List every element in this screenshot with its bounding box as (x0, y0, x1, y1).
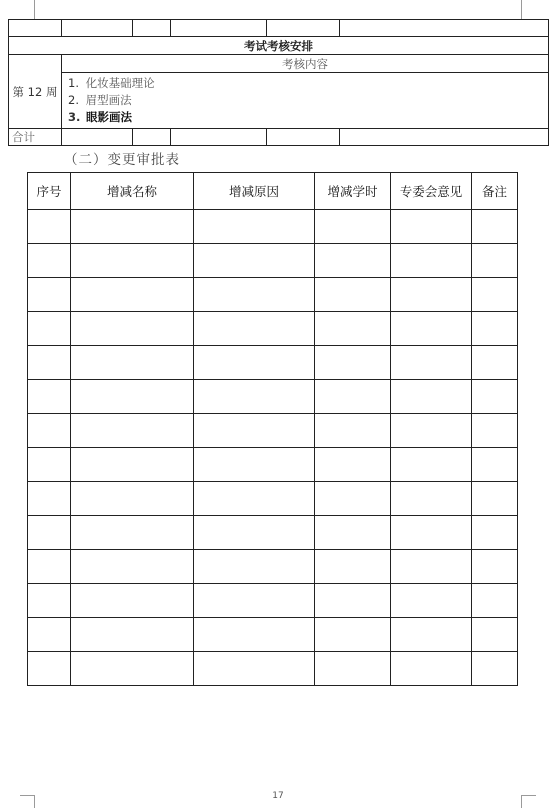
item-text: 眼影画法 (86, 110, 133, 124)
exam-heading: 考试考核安排 (9, 37, 549, 55)
table-cell (28, 516, 71, 550)
table-cell (472, 414, 518, 448)
table-cell (28, 414, 71, 448)
table-cell (194, 618, 315, 652)
table-row (28, 584, 518, 618)
table-cell (9, 20, 62, 37)
table-header-row (28, 173, 518, 210)
table-cell (315, 380, 391, 414)
column-header-committee-opinion: 专委会意见 (391, 173, 472, 210)
table-cell (71, 448, 194, 482)
table-cell (315, 414, 391, 448)
item-number: 2. (68, 93, 79, 107)
table-row (9, 73, 549, 129)
crop-mark-top-right (521, 0, 536, 20)
table-cell (62, 20, 133, 37)
table-cell (194, 312, 315, 346)
table-cell (194, 482, 315, 516)
table-cell (391, 448, 472, 482)
item-text: 化妆基础理论 (85, 76, 155, 90)
table-cell (315, 652, 391, 686)
table-cell (472, 448, 518, 482)
table-cell (71, 312, 194, 346)
table-row (28, 516, 518, 550)
table-row (28, 380, 518, 414)
table-cell (472, 346, 518, 380)
table-cell (28, 618, 71, 652)
table-cell (71, 414, 194, 448)
table-cell (391, 414, 472, 448)
table-cell (71, 210, 194, 244)
table-cell (391, 652, 472, 686)
column-header-reason: 增减原因 (194, 173, 315, 210)
table-cell (472, 618, 518, 652)
table-cell (171, 20, 267, 37)
column-header-remarks: 备注 (472, 173, 518, 210)
exam-schedule-table (8, 19, 549, 146)
table-cell (391, 244, 472, 278)
table-cell (472, 584, 518, 618)
table-cell (315, 244, 391, 278)
table-cell (71, 550, 194, 584)
table-row (9, 129, 549, 146)
table-cell (194, 584, 315, 618)
table-row (28, 652, 518, 686)
table-cell (315, 550, 391, 584)
table-cell (472, 482, 518, 516)
table-row (28, 448, 518, 482)
table-cell (472, 516, 518, 550)
table-cell (194, 414, 315, 448)
table-cell (472, 550, 518, 584)
table-cell (315, 278, 391, 312)
table-row (28, 346, 518, 380)
table-cell (391, 482, 472, 516)
table-cell (315, 516, 391, 550)
table-cell (472, 652, 518, 686)
item-number: 1. (68, 76, 79, 90)
table-cell (391, 210, 472, 244)
table-cell (28, 278, 71, 312)
table-cell (315, 618, 391, 652)
table-cell (315, 448, 391, 482)
table-cell (391, 312, 472, 346)
change-table-body (28, 210, 518, 686)
table-cell (71, 380, 194, 414)
table-row (28, 278, 518, 312)
table-row (28, 550, 518, 584)
table-cell (62, 129, 133, 146)
column-header-hours: 增减学时 (315, 173, 391, 210)
table-cell (391, 278, 472, 312)
table-cell (133, 129, 171, 146)
table-cell (194, 380, 315, 414)
total-label: 合计 (9, 129, 62, 146)
table-cell (340, 20, 549, 37)
table-cell (391, 618, 472, 652)
table-cell (28, 550, 71, 584)
table-cell (71, 652, 194, 686)
table-cell (315, 584, 391, 618)
content-header: 考核内容 (62, 55, 549, 73)
crop-mark-top-left (20, 0, 35, 20)
table-cell (315, 210, 391, 244)
table-cell (28, 482, 71, 516)
table-cell (28, 346, 71, 380)
table-cell (340, 129, 549, 146)
table-row (9, 55, 549, 73)
table-cell (71, 618, 194, 652)
table-cell (315, 482, 391, 516)
table-cell (28, 652, 71, 686)
change-approval-table (27, 172, 518, 686)
list-item (68, 92, 542, 109)
table-cell (194, 346, 315, 380)
table-cell (28, 244, 71, 278)
table-row (9, 20, 549, 37)
table-cell (71, 584, 194, 618)
table-cell (391, 380, 472, 414)
table-row (28, 618, 518, 652)
table-cell (391, 584, 472, 618)
table-row (9, 37, 549, 55)
column-header-name: 增减名称 (71, 173, 194, 210)
section-title: （二）变更审批表 (64, 152, 180, 168)
table-cell (71, 244, 194, 278)
table-cell (472, 278, 518, 312)
table-cell (28, 380, 71, 414)
table-row (28, 414, 518, 448)
table-cell (28, 448, 71, 482)
table-cell (194, 210, 315, 244)
table-cell (194, 244, 315, 278)
table-cell (194, 448, 315, 482)
table-row (28, 482, 518, 516)
table-cell (391, 346, 472, 380)
table-cell (472, 210, 518, 244)
table-cell (171, 129, 267, 146)
table-cell (472, 312, 518, 346)
table-cell (472, 244, 518, 278)
table-cell (71, 482, 194, 516)
table-cell (71, 278, 194, 312)
table-cell (315, 312, 391, 346)
item-text: 眉型画法 (85, 93, 132, 107)
table-cell (194, 652, 315, 686)
table-row (28, 244, 518, 278)
list-item (68, 75, 542, 92)
item-number: 3. (68, 110, 81, 124)
table-cell (28, 312, 71, 346)
table-cell (472, 380, 518, 414)
week-label: 第 12 周 (9, 55, 62, 129)
table-cell (194, 550, 315, 584)
table-cell (71, 516, 194, 550)
column-header-index: 序号 (28, 173, 71, 210)
table-cell (194, 278, 315, 312)
table-cell (391, 516, 472, 550)
table-row (28, 210, 518, 244)
page-number: 17 (272, 791, 284, 801)
exam-items (62, 73, 549, 129)
table-cell (28, 584, 71, 618)
table-cell (71, 346, 194, 380)
table-cell (315, 346, 391, 380)
table-cell (194, 516, 315, 550)
table-cell (28, 210, 71, 244)
table-cell (133, 20, 171, 37)
table-cell (391, 550, 472, 584)
table-row (28, 312, 518, 346)
table-cell (267, 129, 340, 146)
table-cell (267, 20, 340, 37)
list-item (68, 109, 542, 126)
